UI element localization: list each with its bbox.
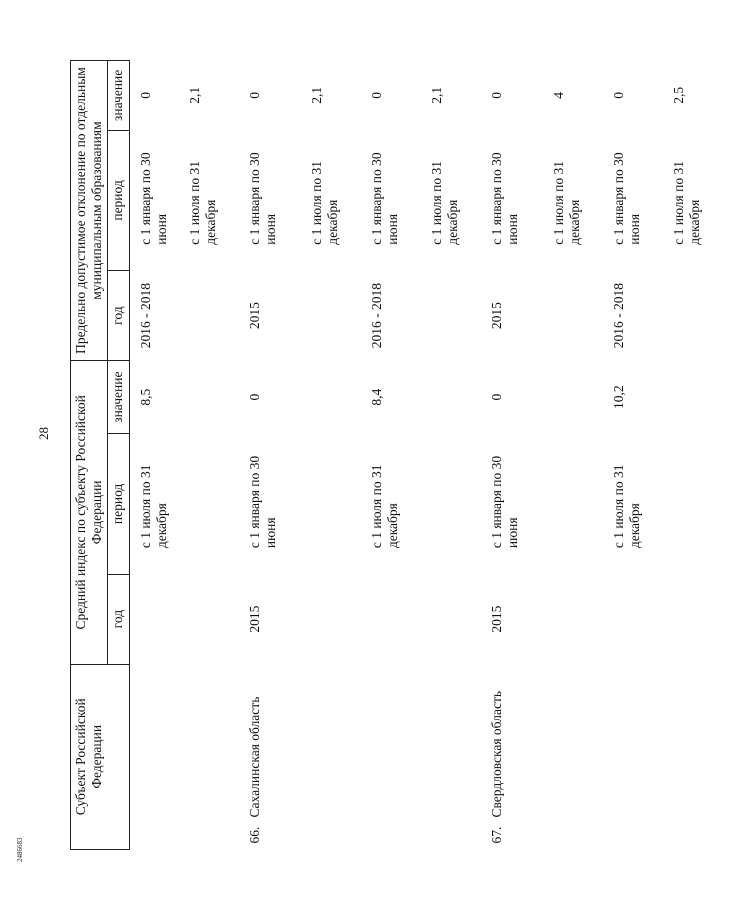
index-table: [70, 60, 731, 850]
avg-value-cell: 0: [247, 393, 263, 401]
avg-value-cell: 10,2: [611, 385, 627, 409]
period-text: с 1 января по 30 июня: [611, 152, 643, 245]
dev-year-cell: [671, 271, 731, 361]
dev-value-cell: 0: [369, 91, 385, 99]
subject-cell: [369, 664, 429, 849]
period-text: с 1 января по 30 июня: [247, 455, 279, 549]
avg-period-cell: [671, 434, 731, 574]
dev-period-cell: [129, 130, 187, 270]
avg-year-cell: [671, 574, 731, 664]
avg-value-cell: [187, 361, 247, 434]
avg-value-cell: 8,4: [369, 388, 385, 406]
avg-period-cell: [247, 434, 309, 574]
table-row: [247, 61, 309, 850]
period-text: с 1 июля по 31 декабря: [137, 464, 169, 549]
avg-year-cell: 2015: [247, 605, 263, 633]
table-row: [611, 61, 671, 850]
table-body: [129, 61, 731, 850]
table-row: [129, 61, 187, 850]
table-row: [187, 61, 247, 850]
subject-cell: [247, 664, 309, 849]
dev-value-cell: 2,1: [429, 86, 445, 104]
header-avg-period: период: [108, 434, 129, 574]
dev-period-cell: [369, 130, 429, 270]
dev-year-cell: 2016 - 2018: [611, 283, 627, 349]
period-text: с 1 июля по 31 декабря: [671, 161, 703, 245]
avg-year-cell: [429, 574, 489, 664]
dev-value-cell: 0: [247, 91, 263, 99]
avg-period-cell: [551, 434, 611, 574]
dev-period-cell: [187, 130, 247, 270]
avg-year-cell: [187, 574, 247, 664]
period-text: с 1 июля по 31 декабря: [611, 464, 643, 549]
dev-period-cell: [551, 130, 611, 270]
avg-value-cell: 8,5: [137, 388, 153, 406]
period-text: с 1 января по 30 июня: [489, 455, 521, 549]
header-dev-year: год: [108, 271, 129, 361]
period-text: с 1 июля по 31 декабря: [551, 161, 583, 245]
dev-year-cell: 2016 - 2018: [369, 283, 385, 349]
avg-year-cell: 2015: [489, 605, 505, 633]
header-avg-value: значение: [108, 361, 129, 434]
subject-name: Свердловская область: [489, 691, 505, 818]
dev-value-cell: 0: [611, 91, 627, 99]
avg-year-cell: [369, 574, 429, 664]
dev-period-cell: [611, 130, 671, 270]
avg-value-cell: [671, 361, 731, 434]
header-avg-year: год: [108, 574, 129, 664]
avg-period-cell: [187, 434, 247, 574]
dev-value-cell: 2,5: [671, 86, 687, 104]
dev-value-cell: 4: [551, 91, 567, 99]
dev-value-cell: 0: [137, 91, 153, 99]
dev-period-cell: [489, 130, 551, 270]
header-subject: Субъект Российской Федерации: [71, 664, 130, 849]
dev-value-cell: 0: [489, 91, 505, 99]
table-row: [369, 61, 429, 850]
period-text: с 1 января по 30 июня: [247, 152, 279, 245]
rotated-table-container: [70, 60, 703, 850]
subject-cell: [489, 664, 551, 849]
dev-year-cell: [429, 271, 489, 361]
dev-year-cell: 2015: [489, 302, 505, 330]
avg-period-cell: [369, 434, 429, 574]
dev-period-cell: [247, 130, 309, 270]
dev-period-cell: [671, 130, 731, 270]
period-text: с 1 января по 30 июня: [489, 152, 521, 245]
avg-value-cell: [551, 361, 611, 434]
subject-cell: [309, 664, 369, 849]
period-text: с 1 июля по 31 декабря: [187, 161, 219, 245]
avg-period-cell: [129, 434, 187, 574]
avg-value-cell: 0: [489, 393, 505, 401]
subject-cell: [551, 664, 611, 849]
period-text: с 1 января по 30 июня: [369, 152, 401, 245]
period-text: с 1 июля по 31 декабря: [369, 464, 401, 549]
row-number: 66.: [247, 826, 263, 844]
subject-cell: [671, 664, 731, 849]
table-row: [309, 61, 369, 850]
avg-year-cell: [309, 574, 369, 664]
dev-year-cell: [309, 271, 369, 361]
dev-year-cell: [551, 271, 611, 361]
page-number: 28: [36, 427, 51, 440]
period-text: с 1 июля по 31 декабря: [309, 161, 341, 245]
avg-period-cell: [429, 434, 489, 574]
dev-period-cell: [429, 130, 489, 270]
period-text: с 1 июля по 31 декабря: [429, 161, 461, 245]
header-dev-period: период: [108, 130, 129, 270]
dev-year-cell: [187, 271, 247, 361]
subject-cell: [429, 664, 489, 849]
table-row: [429, 61, 489, 850]
dev-period-cell: [309, 130, 369, 270]
avg-period-cell: [611, 434, 671, 574]
header-avg-group: Средний индекс по субъекту Российской Федерации: [71, 361, 108, 664]
table-row: [489, 61, 551, 850]
subject-name: Сахалинская область: [247, 696, 263, 818]
subject-cell: [187, 664, 247, 849]
subject-cell: [611, 664, 671, 849]
avg-year-cell: [611, 574, 671, 664]
avg-year-cell: [129, 574, 187, 664]
dev-value-cell: 2,1: [309, 86, 325, 104]
table-row: [671, 61, 731, 850]
dev-year-cell: 2016 - 2018: [137, 283, 153, 349]
avg-period-cell: [309, 434, 369, 574]
dev-value-cell: 2,1: [187, 86, 203, 104]
avg-period-cell: [489, 434, 551, 574]
subject-cell: [129, 664, 187, 849]
header-deviation-group: Предельно допустимое отклонение по отдельным муниципальным образованиям: [71, 61, 108, 361]
table-row: [551, 61, 611, 850]
header-dev-value: значение: [108, 61, 129, 131]
period-text: с 1 января по 30 июня: [137, 152, 169, 245]
avg-value-cell: [309, 361, 369, 434]
dev-year-cell: 2015: [247, 302, 263, 330]
document-code: 2486683: [16, 837, 24, 862]
row-number: 67.: [489, 826, 505, 844]
avg-value-cell: [429, 361, 489, 434]
avg-year-cell: [551, 574, 611, 664]
